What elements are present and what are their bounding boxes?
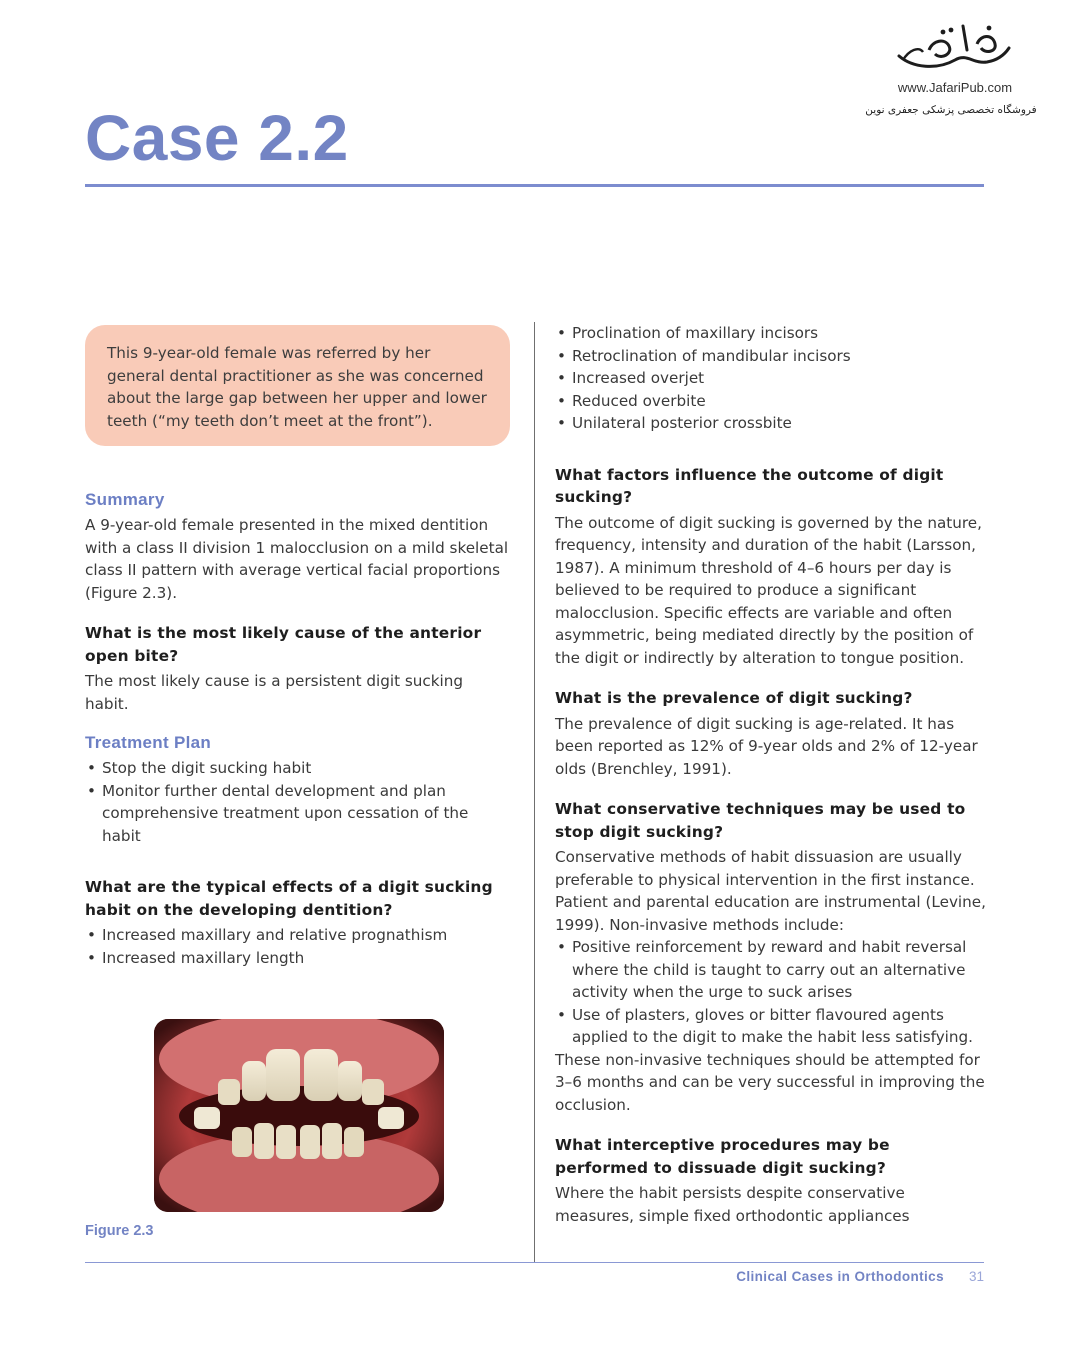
effects-list-right xyxy=(555,322,987,435)
interceptive-answer: Where the habit persists despite conservative measures, simple fixed orthodontic appliances xyxy=(555,1184,910,1225)
summary-text: A 9-year-old female presented in the mixed dentition with a class II division 1 malocclusion on a mild skeletal class II pattern with average vertical facial proportions (Figure 2.3). xyxy=(85,516,509,602)
prevalence-answer: The prevalence of digit sucking is age-related. It has been reported as 12% of 9-year olds and 2% of 12-year olds (Brenchley, 1991). xyxy=(555,714,978,778)
factors-answer: The outcome of digit sucking is governed by the nature, frequency, intensity and duration of the habit (Larsson, 1987). A minimum threshold of 4–6 hours per day is believed to be required to produce a significant malocclusion. Specific effects are variable and often asymmetric, being mediated directly by the position of the digit or indirectly by alteration to tongue position. xyxy=(555,513,982,667)
case-title: Case 2.2 xyxy=(85,102,349,174)
list-item: • Increased maxillary length xyxy=(85,947,510,970)
footer-book-title: Clinical Cases in Orthodontics xyxy=(736,1269,944,1284)
intro-text: This 9-year-old female was referred by her general dental practitioner as she was concerned about the large gap between her upper and lower teeth (“my teeth don’t meet at the front”). xyxy=(107,344,487,430)
list-item: • Proclination of maxillary incisors xyxy=(555,322,987,345)
title-divider xyxy=(85,184,984,187)
figure-caption: Figure 2.3 xyxy=(85,1223,154,1239)
conservative-intro: Conservative methods of habit dissuasion are usually preferable to physical intervention in the first instance. Patient and parental education are instrumental (Levine, 1999). Non-invasive methods include: xyxy=(555,848,986,934)
list-item: • Stop the digit sucking habit xyxy=(85,757,510,780)
open-bite-teeth-image xyxy=(154,1019,444,1212)
conservative-list xyxy=(555,936,987,1049)
list-item: • Positive reinforcement by reward and habit reversal where the child is taught to carry out an alternative activity when the urge to suck arises xyxy=(555,936,987,1004)
publisher-url: www.JafariPub.com xyxy=(897,80,1013,95)
list-item: • Reduced overbite xyxy=(555,390,987,413)
calligraphy-logo-icon xyxy=(893,20,1015,78)
interceptive-question: What interceptive procedures may be performed to dissuade digit sucking? xyxy=(555,1136,890,1177)
list-item: • Increased maxillary and relative prognathism xyxy=(85,924,510,947)
treatment-plan-heading: Treatment Plan xyxy=(85,733,212,752)
cause-question: What is the most likely cause of the anterior open bite? xyxy=(85,624,482,665)
conservative-question: What conservative techniques may be used to stop digit sucking? xyxy=(555,800,966,841)
column-divider xyxy=(534,322,535,1262)
list-item: • Unilateral posterior crossbite xyxy=(555,412,987,435)
prevalence-question: What is the prevalence of digit sucking? xyxy=(555,689,913,707)
page-number: 31 xyxy=(968,1269,984,1284)
conservative-outro: These non-invasive techniques should be attempted for 3–6 months and can be very successful in improving the occlusion. xyxy=(555,1050,985,1114)
list-item: • Use of plasters, gloves or bitter flavoured agents applied to the digit to make the habit less satisfying. xyxy=(555,1004,987,1049)
effects-list-left xyxy=(85,924,510,969)
summary-heading: Summary xyxy=(85,490,165,509)
list-item: • Monitor further dental development and plan comprehensive treatment upon cessation of the habit xyxy=(85,780,510,848)
list-item: • Retroclination of mandibular incisors xyxy=(555,345,987,368)
effects-question: What are the typical effects of a digit sucking habit on the developing dentition? xyxy=(85,878,493,919)
right-column xyxy=(555,322,987,1227)
figure-photo xyxy=(154,1019,444,1212)
publisher-store-name: فروشگاه تخصصی پزشکی جعفری نوین xyxy=(865,104,1037,116)
treatment-plan-list xyxy=(85,757,510,847)
cause-answer: The most likely cause is a persistent digit sucking habit. xyxy=(85,672,464,713)
left-column xyxy=(85,325,510,1243)
intro-box xyxy=(85,325,510,446)
list-item: • Increased overjet xyxy=(555,367,987,390)
footer-divider xyxy=(85,1262,984,1263)
publisher-logo xyxy=(865,20,1045,120)
factors-question: What factors influence the outcome of digit sucking? xyxy=(555,465,944,506)
